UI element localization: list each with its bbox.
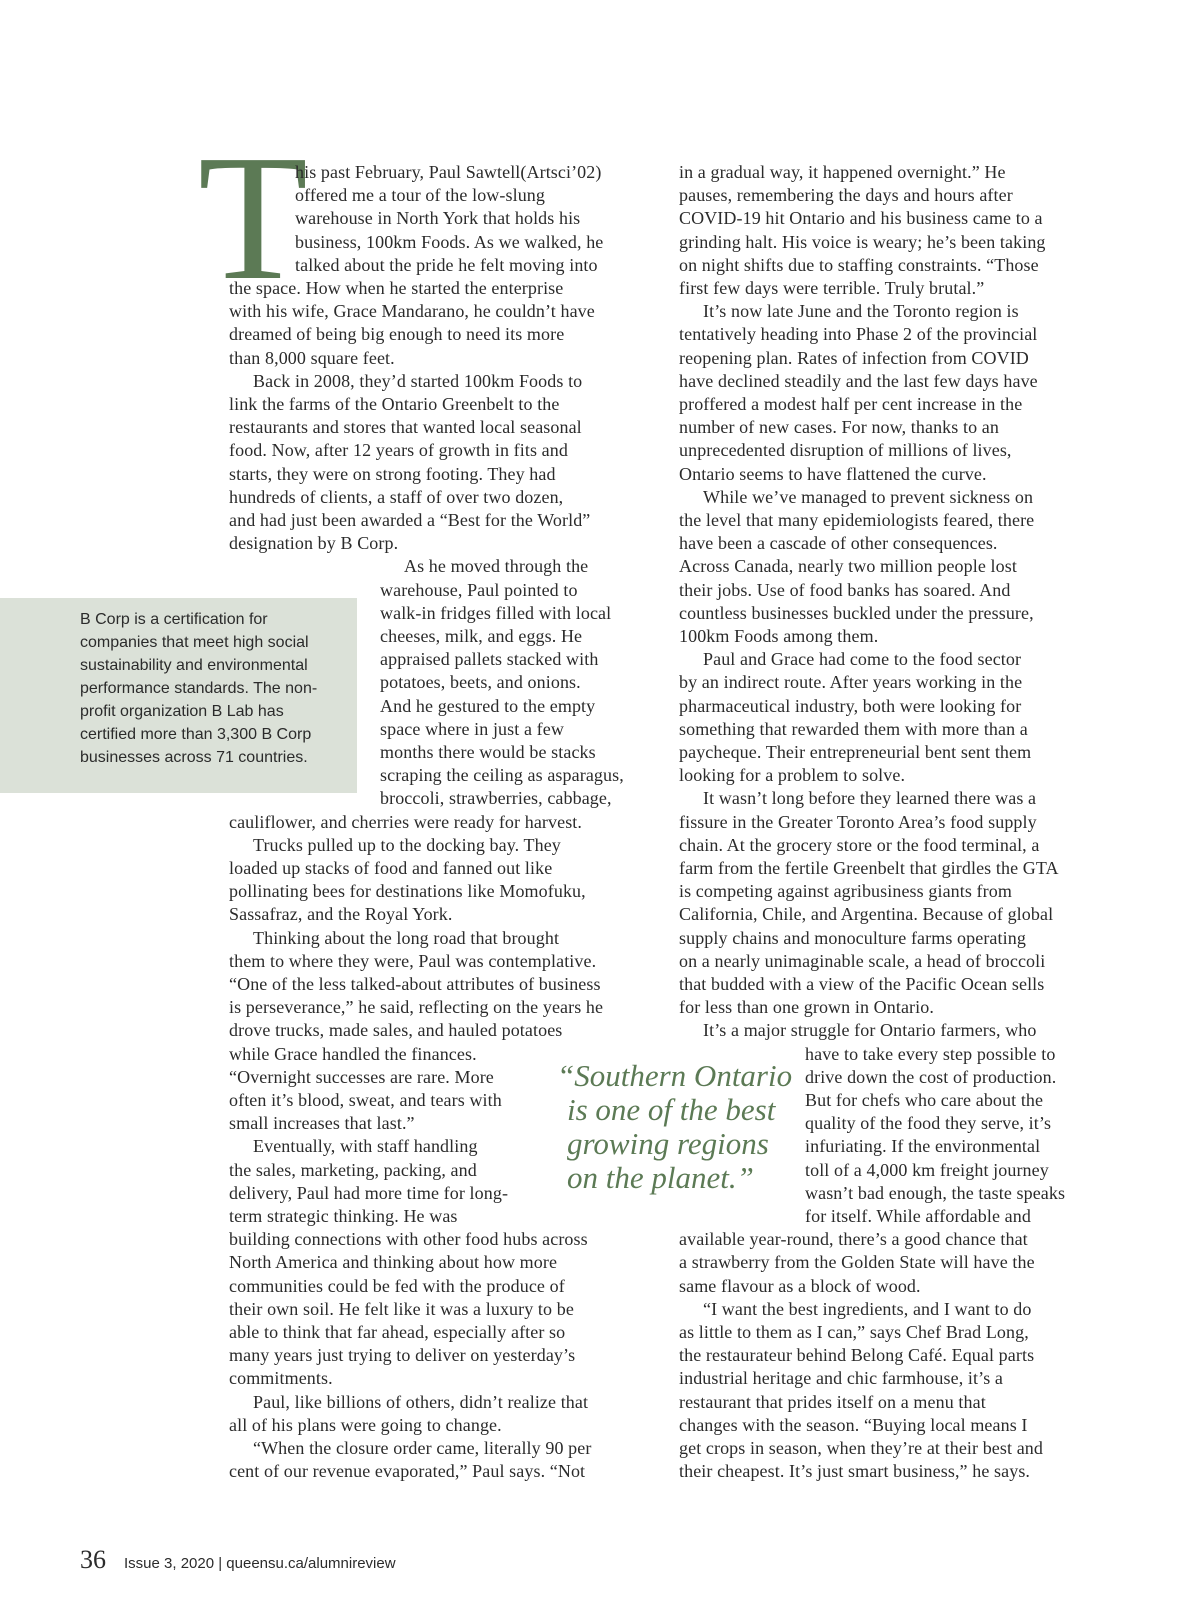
text-line: pauses, remembering the days and hours after (679, 185, 1013, 206)
text-line: pharmaceutical industry, both were looking for (679, 695, 1022, 716)
text-line: Ontario seems to have flattened the curve. (679, 463, 987, 484)
text-line: able to think that far ahead, especially after so (229, 1322, 566, 1342)
text-line: offered me a tour of the low-slung (295, 185, 545, 206)
text-line: But for chefs who care about the (805, 1090, 1044, 1110)
text-line: food. Now, after 12 years of growth in fits and (229, 440, 568, 461)
text-line: restaurants and stores that wanted local seasonal (229, 417, 582, 438)
text-line: with his wife, Grace Mandarano, he couldn’t have (229, 301, 595, 322)
pull-quote-line: is one of the best (567, 1092, 776, 1127)
sidebar-text-line: businesses across 71 countries. (80, 749, 308, 766)
text-line: and had just been awarded a “Best for the World” (229, 510, 591, 530)
text-line: their own soil. He felt like it was a luxury to be (229, 1298, 574, 1319)
text-line: for less than one grown in Ontario. (679, 997, 934, 1018)
text-line: Across Canada, nearly two million people lost (679, 556, 1017, 577)
text-line: small increases that last.” (229, 1113, 415, 1134)
text-line: get crops in season, when they’re at their best and (679, 1438, 1043, 1458)
text-line: “I want the best ingredients, and I want to do (703, 1298, 1032, 1319)
page-number: 36 (80, 1545, 106, 1574)
text-line: the sales, marketing, packing, and (229, 1159, 477, 1180)
text-line: talked about the pride he felt moving into (295, 254, 598, 275)
text-line: restaurant that prides itself on a menu that (679, 1391, 986, 1412)
text-line: months there would be stacks (380, 742, 596, 762)
text-line: chain. At the grocery store or the food terminal, a (679, 834, 1040, 855)
sidebar-text-line: profit organization B Lab has (80, 703, 284, 720)
text-line: is perseverance,” he said, reflecting on the years he (229, 997, 604, 1018)
text-line: Paul, like billions of others, didn’t realize that (253, 1391, 589, 1412)
text-line: tentatively heading into Phase 2 of the provincial (679, 324, 1038, 345)
sidebar-text-line: performance standards. The non- (80, 680, 318, 697)
text-line: link the farms of the Ontario Greenbelt to the (229, 394, 560, 414)
text-line: building connections with other food hubs across (229, 1229, 588, 1250)
text-line: hundreds of clients, a staff of over two dozen, (229, 486, 564, 507)
text-line: California, Chile, and Argentina. Because of global (679, 904, 1054, 925)
text-line: cent of our revenue evaporated,” Paul says. “Not (229, 1461, 586, 1482)
text-line: unprecedented disruption of millions of lives, (679, 440, 1012, 461)
text-line: have to take every step possible to (805, 1043, 1056, 1064)
text-line: farm from the fertile Greenbelt that girdles the GTA (679, 858, 1059, 878)
text-line: Thinking about the long road that brought (253, 927, 560, 948)
text-line: pollinating bees for destinations like Momofuku, (229, 881, 586, 902)
sidebar-text-line: companies that meet high social (80, 634, 309, 651)
text-line: have declined steadily and the last few days have (679, 370, 1038, 391)
text-line: as little to them as I can,” says Chef Brad Long, (679, 1322, 1029, 1342)
text-line: quality of the food they serve, it’s (805, 1113, 1052, 1134)
text-line: “One of the less talked-about attributes of business (229, 974, 601, 994)
text-line: reopening plan. Rates of infection from COVID (679, 347, 1029, 368)
sidebar-text-line: B Corp is a certification for (80, 611, 268, 628)
text-line: appraised pallets stacked with (380, 649, 599, 670)
text-line: all of his plans were going to change. (229, 1414, 502, 1435)
text-line: dreamed of being big enough to need its more (229, 324, 565, 345)
text-line: grinding halt. His voice is weary; he’s been taking (679, 231, 1046, 252)
text-line: fissure in the Greater Toronto Area’s food supply (679, 811, 1037, 832)
text-line: that budded with a view of the Pacific Ocean sells (679, 974, 1045, 994)
text-line: for itself. While affordable and (805, 1206, 1031, 1226)
text-line: many years just trying to deliver on yesterday’s (229, 1345, 576, 1366)
text-line: broccoli, strawberries, cabbage, (380, 788, 612, 809)
text-line: While we’ve managed to prevent sickness on (703, 486, 1034, 507)
text-line: Sassafraz, and the Royal York. (229, 904, 453, 925)
drop-cap: T (198, 118, 308, 317)
text-line: space where in just a few (380, 718, 564, 739)
text-line: supply chains and monoculture farms operating (679, 927, 1026, 948)
text-line: changes with the season. “Buying local means I (679, 1414, 1028, 1435)
text-line: countless businesses buckled under the pressure, (679, 602, 1034, 623)
text-line: It’s a major struggle for Ontario farmers, who (703, 1020, 1037, 1041)
text-line: drove trucks, made sales, and hauled potatoes (229, 1020, 563, 1041)
text-line: toll of a 4,000 km freight journey (805, 1159, 1049, 1180)
text-line: than 8,000 square feet. (229, 347, 395, 368)
text-line: drive down the cost of production. (805, 1066, 1057, 1087)
text-line: loaded up stacks of food and fanned out like (229, 858, 553, 878)
text-line: As he moved through the (404, 556, 589, 577)
text-line: first few days were terrible. Truly brutal.” (679, 278, 985, 298)
text-line: paycheque. Their entrepreneurial bent sent them (679, 742, 1032, 762)
text-line: “When the closure order came, literally 90 per (253, 1438, 592, 1458)
text-line: on night shifts due to staffing constraints. “Those (679, 254, 1039, 275)
text-line: the restaurateur behind Belong Café. Equal parts (679, 1345, 1035, 1366)
pull-quote-line: “Southern Ontario (557, 1058, 793, 1093)
text-line: in a gradual way, it happened overnight.” He (679, 162, 1006, 182)
text-line: designation by B Corp. (229, 533, 399, 554)
text-line: warehouse in North York that holds his (295, 208, 581, 229)
text-line: Eventually, with staff handling (253, 1136, 478, 1157)
text-line: And he gestured to the empty (380, 695, 596, 716)
text-line: Paul and Grace had come to the food sector (703, 649, 1022, 670)
text-line: their cheapest. It’s just smart business,” he says. (679, 1461, 1031, 1482)
text-line: his past February, Paul Sawtell(Artsci’02) (295, 162, 602, 182)
text-line: by an indirect route. After years working in the (679, 672, 1023, 693)
text-line: their jobs. Use of food banks has soared. And (679, 579, 1011, 600)
text-line: a strawberry from the Golden State will have the (679, 1252, 1035, 1273)
text-line: often it’s blood, sweat, and tears with (229, 1090, 502, 1110)
text-line: business, 100km Foods. As we walked, he (295, 231, 604, 252)
text-line: same flavour as a block of wood. (679, 1275, 921, 1296)
text-line: potatoes, beets, and onions. (380, 672, 581, 693)
text-line: “Overnight successes are rare. More (229, 1066, 494, 1087)
text-line: walk-in fridges filled with local (380, 602, 612, 623)
text-line: It wasn’t long before they learned there was a (703, 788, 1037, 809)
text-line: Back in 2008, they’d started 100km Foods to (253, 370, 583, 391)
text-line: It’s now late June and the Toronto region is (703, 301, 1019, 322)
text-line: cheeses, milk, and eggs. He (380, 626, 583, 646)
text-line: available year-round, there’s a good chance that (679, 1229, 1028, 1250)
text-line: 100km Foods among them. (679, 626, 879, 646)
pull-quote-line: growing regions (567, 1126, 769, 1161)
text-line: them to where they were, Paul was contemplative. (229, 950, 597, 971)
text-line: COVID-19 hit Ontario and his business came to a (679, 208, 1043, 229)
text-line: scraping the ceiling as asparagus, (380, 765, 624, 786)
text-line: warehouse, Paul pointed to (380, 579, 578, 600)
text-line: the space. How when he started the enterprise (229, 278, 564, 298)
text-line: number of new cases. For now, thanks to an (679, 417, 999, 438)
text-line: North America and thinking about how more (229, 1252, 558, 1273)
text-line: delivery, Paul had more time for long- (229, 1182, 509, 1203)
text-line: infuriating. If the environmental (805, 1136, 1041, 1157)
text-line: is competing against agribusiness giants from (679, 881, 1012, 902)
text-line: commitments. (229, 1368, 333, 1389)
text-line: proffered a modest half per cent increase in the (679, 394, 1023, 414)
text-line: starts, they were on strong footing. They had (229, 463, 556, 484)
text-line: industrial heritage and chic farmhouse, it’s a (679, 1368, 1003, 1389)
text-line: looking for a problem to solve. (679, 765, 906, 786)
text-line: term strategic thinking. He was (229, 1206, 458, 1226)
text-line: wasn’t bad enough, the taste speaks (805, 1182, 1066, 1203)
text-line: have been a cascade of other consequences. (679, 533, 998, 554)
text-line: cauliflower, and cherries were ready for harvest. (229, 811, 582, 832)
text-line: something that rewarded them with more than a (679, 718, 1028, 739)
sidebar-text-line: sustainability and environmental (80, 657, 308, 674)
text-line: while Grace handled the finances. (229, 1043, 477, 1064)
sidebar-box (0, 598, 357, 793)
pull-quote-line: on the planet.” (567, 1160, 754, 1195)
text-line: on a nearly unimaginable scale, a head of broccoli (679, 950, 1046, 971)
sidebar-text-line: certified more than 3,300 B Corp (80, 726, 312, 743)
text-line: Trucks pulled up to the docking bay. They (253, 834, 561, 855)
page-footer (80, 1545, 396, 1575)
text-line: the level that many epidemiologists feared, there (679, 510, 1035, 530)
footer-issue-url: Issue 3, 2020 | queensu.ca/alumnireview (124, 1555, 396, 1572)
text-line: communities could be fed with the produce of (229, 1275, 565, 1296)
